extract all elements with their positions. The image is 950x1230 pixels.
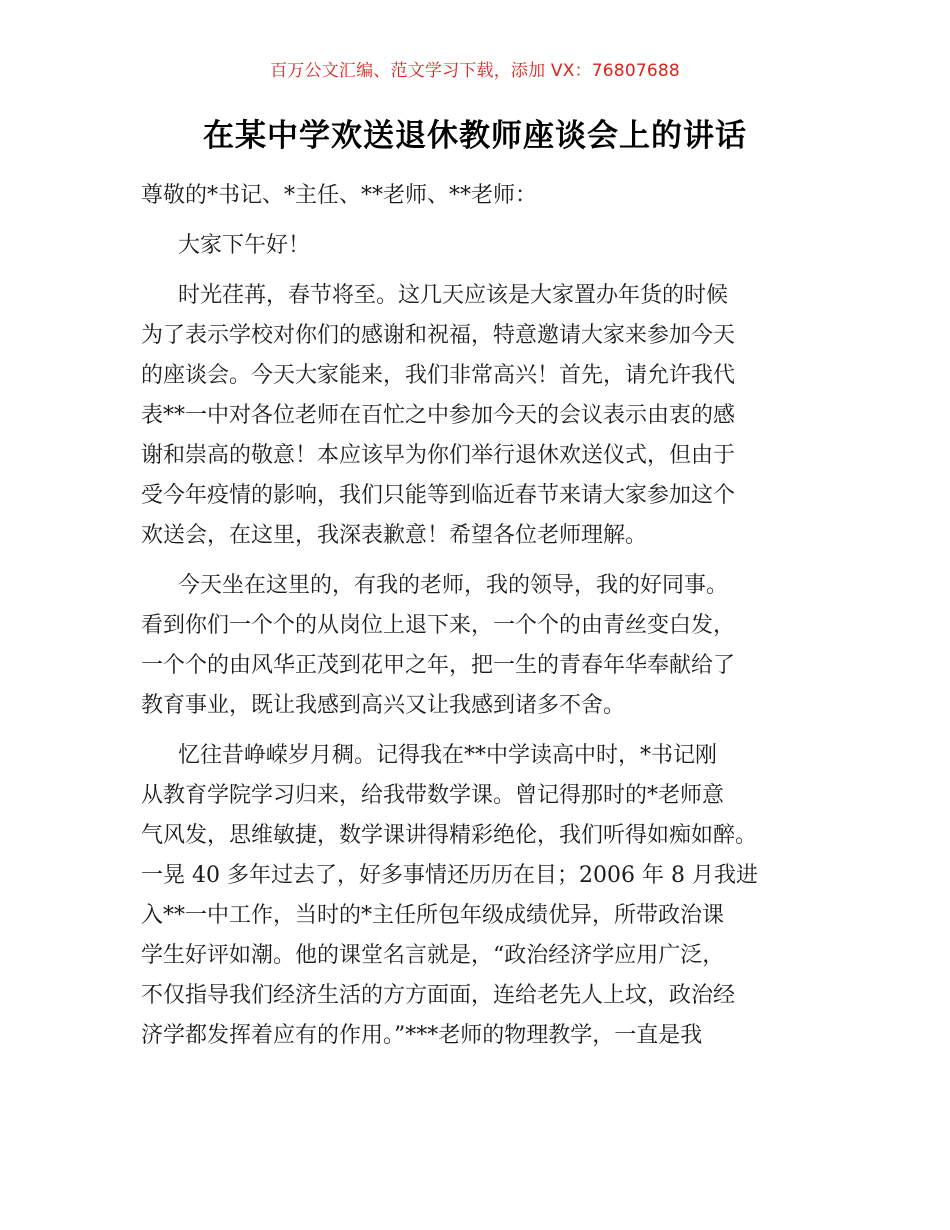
paragraph-memories [141,736,821,1056]
text-line: 一个个的由风华正茂到花甲之年，把一生的青春年华奉献给了 [141,653,736,678]
salutation: 尊敬的*书记、*主任、**老师、**老师： [141,183,538,208]
paragraph-colleagues [141,566,821,726]
header-banner: 百万公文汇编、范文学习下载，添加 VX：76807688 [270,61,680,81]
text-line: 欢送会，在这里，我深表歉意！希望各位老师理解。 [141,523,648,548]
text-line: 忆往昔峥嵘岁月稠。记得我在**中学读高中时，*书记刚 [178,743,718,768]
text-line: 今天坐在这里的，有我的老师，我的领导，我的好同事。 [178,573,729,598]
text-line: 看到你们一个个的从岗位上退下来，一个个的由青丝变白发， [141,613,736,638]
document-title: 在某中学欢送退休教师座谈会上的讲话 [203,118,747,154]
paragraph-greeting [141,226,821,266]
text-line: 时光荏苒，春节将至。这几天应该是大家置办年货的时候 [178,283,729,308]
text-line: 从教育学院学习归来，给我带数学课。曾记得那时的*老师意 [141,783,725,808]
paragraph-invitation [141,276,821,556]
text-line: 气风发，思维敏捷，数学课讲得精彩绝伦，我们听得如痴如醉。 [141,823,758,848]
text-line: 的座谈会。今天大家能来，我们非常高兴！首先，请允许我代 [141,363,736,388]
text-line: 谢和崇高的敬意！本应该早为你们举行退休欢送仪式，但由于 [141,443,736,468]
text-line: 学生好评如潮。他的课堂名言就是，“政治经济学应用广泛， [141,943,725,968]
text-line: 一晃 40 多年过去了，好多事情还历历在目；2006 年 8 月我进 [141,863,758,888]
document-body [141,176,821,1066]
text-line: 受今年疫情的影响，我们只能等到临近春节来请大家参加这个 [141,483,736,508]
text-line: 为了表示学校对你们的感谢和祝福，特意邀请大家来参加今天 [141,323,736,348]
text-line: 济学都发挥着应有的作用。”***老师的物理教学，一直是我 [141,1023,703,1048]
text-line: 不仅指导我们经济生活的方方面面，连给老先人上坟，政治经 [141,983,736,1008]
text-line: 教育事业，既让我感到高兴又让我感到诸多不舍。 [141,693,626,718]
text-line: 入**一中工作，当时的*主任所包年级成绩优异，所带政治课 [141,903,725,928]
text-line: 大家下午好！ [178,233,311,258]
text-line: 表**一中对各位老师在百忙之中参加今天的会议表示由衷的感 [141,403,736,428]
